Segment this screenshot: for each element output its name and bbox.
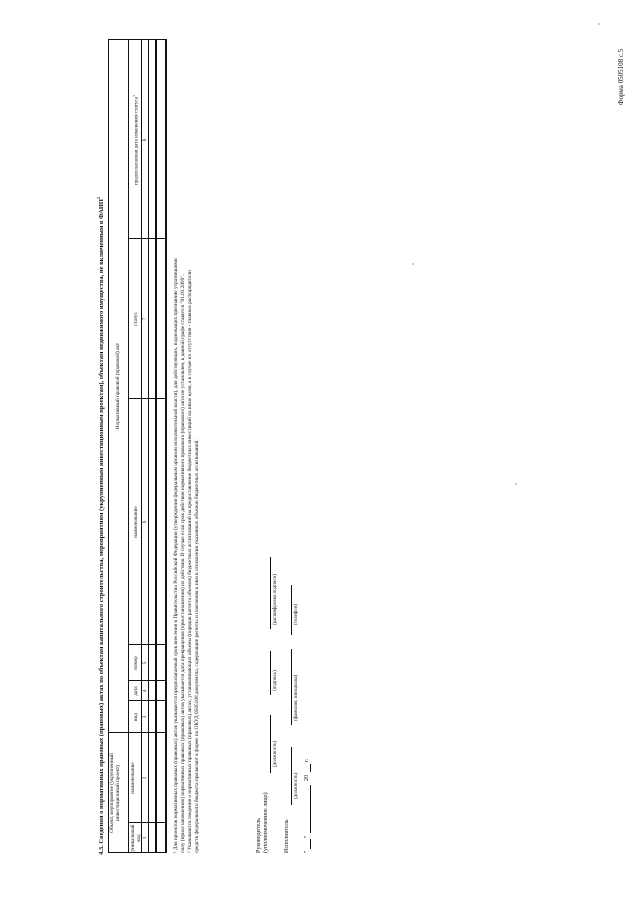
date-day-line — [310, 839, 311, 849]
table-vline-6 — [128, 398, 166, 399]
head-sublabel: (уполномоченное лицо) — [263, 792, 269, 853]
head-signature-caption: (подпись) — [273, 670, 278, 691]
table-vline-2 — [108, 732, 166, 733]
footnote-line-1: ¹ Для проектов нормативных правовых (правовых) актов указывается предполагаемый срок внесения в Правительство Российской Федерации (утверждения федеральным органом исполнительной власти), для действующих, подлежащих признанию утратившими — [173, 258, 179, 853]
header-status-date-mark: 3 — [132, 95, 136, 97]
footnote-line-3: ² Указываются сведения о нормативных правовых (правовых) актах, устанавливающих объемы (порядок расчета объемов) бюджетных ассигнований на предоставление бюджетных инвестиций на иные цели, а в случае их отсутствия - главные распорядители — [187, 270, 193, 853]
header-type: вид — [133, 713, 139, 721]
table-border-right — [108, 39, 166, 40]
npa-table — [108, 39, 166, 853]
header-npa: Нормативный правовой (правовой) акт — [115, 342, 121, 430]
table-vline-3 — [128, 700, 166, 701]
head-label: Руководитель — [256, 818, 262, 853]
executor-fio-line — [291, 649, 292, 725]
table-line-numbers — [148, 39, 149, 853]
column-number: 6 — [142, 520, 148, 524]
scan-speck — [515, 483, 517, 485]
section-heading — [97, 197, 106, 855]
executor-label: Исполнитель — [284, 819, 290, 853]
date-year-suffix: г. — [304, 758, 310, 762]
column-number: 5 — [142, 661, 148, 665]
executor-position-line — [291, 747, 292, 805]
date-month-line — [310, 785, 311, 833]
date-quote-open: " — [304, 850, 310, 853]
table-vline-1 — [128, 822, 166, 823]
header-status: статус — [133, 312, 139, 326]
table-vline-4 — [128, 680, 166, 681]
date-year-prefix: 20 — [304, 775, 310, 781]
header-date: дата — [133, 686, 139, 696]
header-status-date-text: предполагаемая дата изменения статуса — [133, 96, 140, 185]
header-object: Объект, мероприятие (укрупненный инвестиционный проект) — [109, 753, 121, 833]
table-line-header-split — [128, 39, 129, 853]
heading-footnote-mark: 2 — [96, 197, 101, 199]
executor-phone-line — [291, 585, 292, 635]
column-number: 1 — [142, 836, 148, 840]
table-border-bottom — [165, 39, 167, 853]
footnote-line-2: силу (приостановлению) нормативных правовых (правовых) актов указывается дата прекращения (приостановления) их действия. В случае если срок действия нормативного правового (правового) акта не установлен, в данной графе ставится "01.01.2099". — [180, 274, 186, 853]
column-number: 2 — [142, 776, 148, 780]
executor-fio-caption: (фамилия, инициалы) — [294, 674, 299, 721]
table-line-row — [155, 39, 157, 853]
table-vline-7 — [128, 238, 166, 239]
table-border-top — [108, 39, 109, 853]
footnote-line-4: средств федерального бюджета прилагают к форме по ОКУД 0505108 документы, содержащие расчеты и пояснения к ним в отношении указанных объемов бюджетных ассигнований. — [194, 439, 200, 853]
header-status-date — [132, 42, 141, 238]
section-heading-text: 4.3. Сведения о нормативных правовых (правовых) актах по объектам капитального строительства, мероприятиям (укрупненным инвестиционным проектам), объектам недвижимого имущества, не включенным в ФАИП — [98, 199, 106, 855]
scan-speck — [598, 23, 600, 25]
column-number: 4 — [142, 689, 148, 693]
head-position-line — [270, 715, 271, 773]
head-position-caption: (должность) — [273, 740, 278, 767]
scan-speck — [412, 263, 414, 265]
head-decoding-caption: (расшифровка подписи) — [273, 573, 278, 625]
header-npa-name: наименование — [133, 506, 139, 538]
column-number: 8 — [142, 138, 148, 142]
table-vline-5 — [128, 644, 166, 645]
date-year-line — [310, 764, 311, 772]
header-name: наименование — [130, 762, 136, 794]
executor-phone-caption: (телефон) — [294, 604, 299, 625]
date-quote-close: " — [304, 835, 310, 838]
header-number: номер — [133, 656, 139, 670]
table-border-left — [108, 852, 166, 853]
column-number: 7 — [142, 317, 148, 321]
head-signature-line — [270, 651, 271, 695]
form-code: Форма 0505108 с.5 — [617, 48, 625, 105]
executor-position-caption: (должность) — [294, 772, 299, 799]
header-unique-code: уникальный код — [130, 824, 142, 852]
column-number: 3 — [142, 715, 148, 719]
head-decoding-line — [270, 557, 271, 629]
